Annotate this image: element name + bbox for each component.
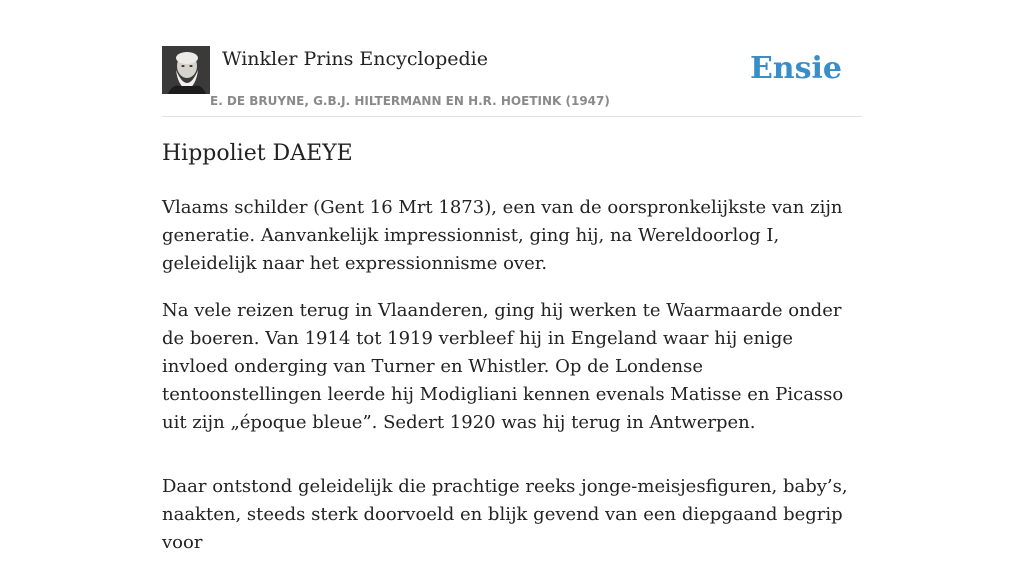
author-portrait-avatar[interactable] [162,46,210,94]
ensie-logo-link[interactable]: Ensie [749,51,842,86]
portrait-icon [162,46,210,94]
article [162,138,862,576]
article-paragraph-3: Daar ontstond geleidelijk die prachtige reeks jonge-meisjesfiguren, baby’s, naakten, steeds sterk doorvoeld en blijk gevend van een diepgaand begrip voor [162,476,848,553]
site-title[interactable]: Winkler Prins Encyclopedie [222,48,488,70]
authors-line: E. DE BRUYNE, G.B.J. HILTERMANN EN H.R. HOETINK (1947) [210,94,610,108]
article-title: Hippoliet DAEYE [162,141,353,166]
article-paragraph-2: Na vele reizen terug in Vlaanderen, ging hij werken te Waarmaarde onder de boeren. Van 1914 tot 1919 verbleef hij in Engeland waar hij enige invloed onderging van Turner en Whistler. Op de Londense tentoonstellingen leerde hij Modigliani kennen evenals Matisse en Picasso uit zijn „époque bleue”. Sedert 1920 was hij terug in Antwerpen. [162,300,844,433]
article-paragraph-1: Vlaams schilder (Gent 16 Mrt 1873), een van de oorspronkelijkste van zijn generatie. Aanvankelijk impressionnist, ging hij, na Wereldoorlog I, geleidelijk naar het expressionnisme over. [162,197,843,274]
page-header [162,46,862,117]
